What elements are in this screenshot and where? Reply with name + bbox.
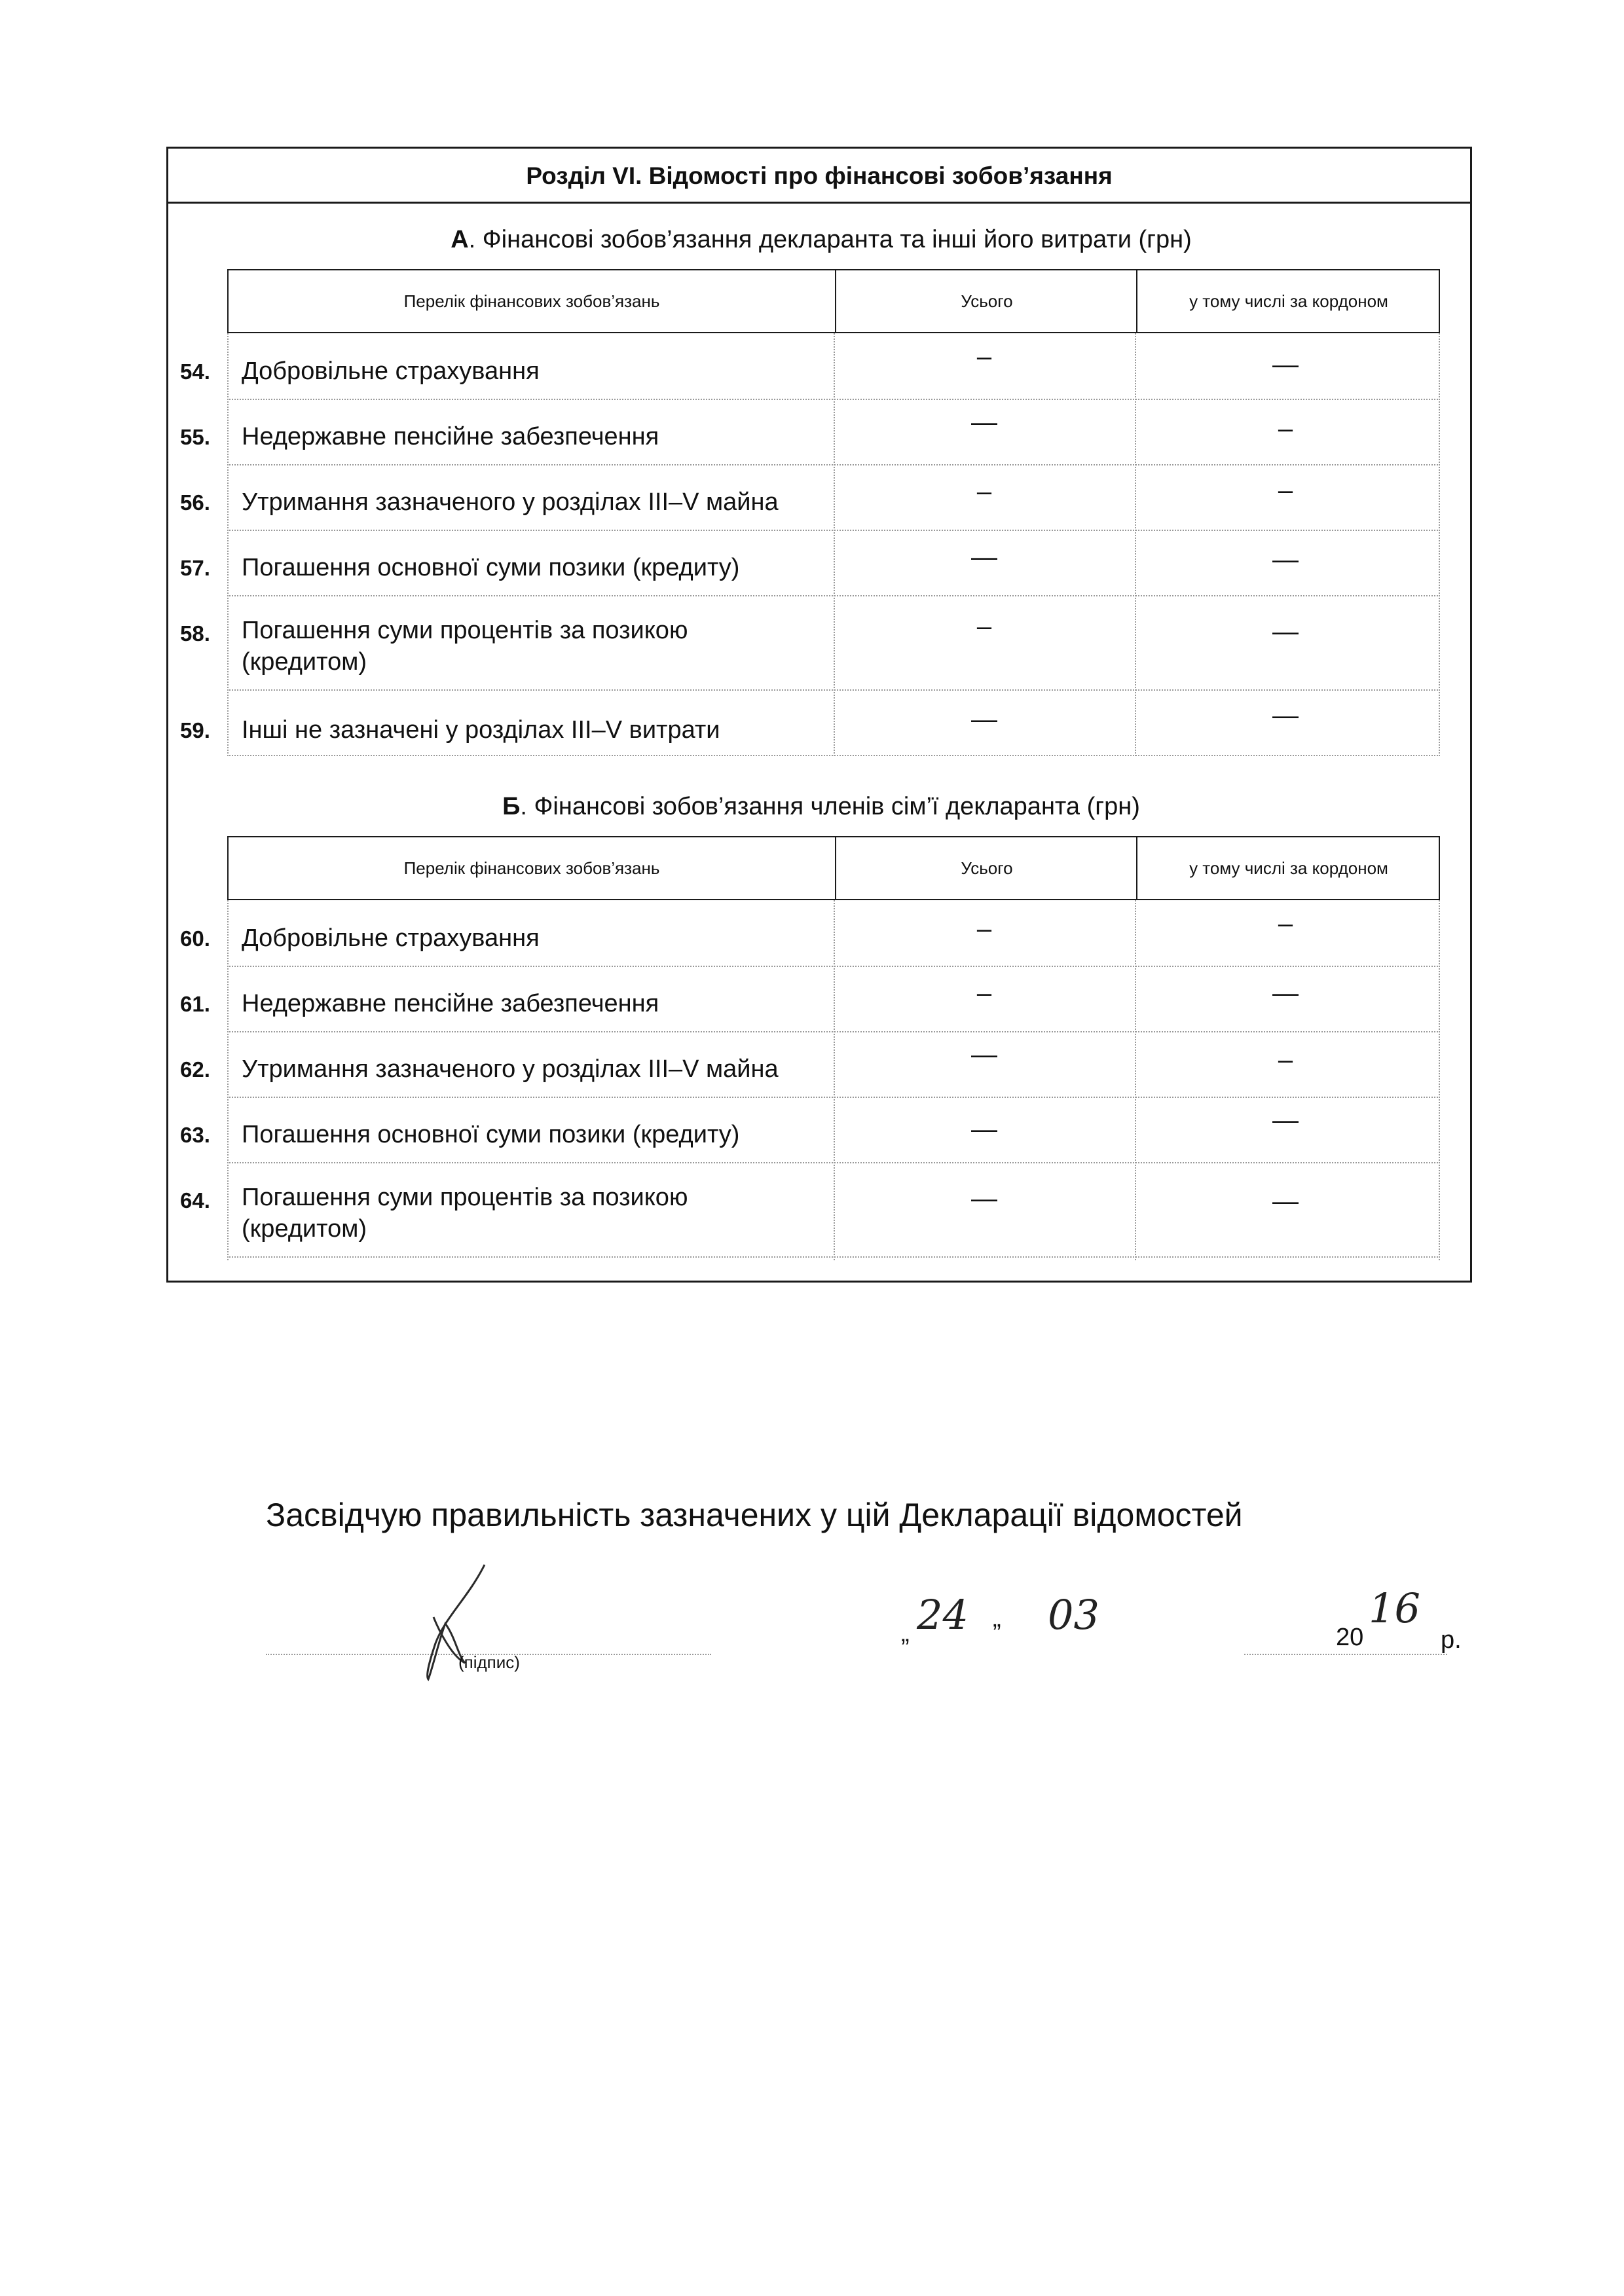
row-abroad: — [1272, 979, 1299, 1008]
table-row [180, 333, 1440, 400]
table-row [180, 1162, 1440, 1258]
row-abroad: – [1278, 476, 1293, 505]
row-label: Погашення суми процентів за позикою (кредитом) [242, 617, 688, 676]
header-abroad: у тому числі за кордоном [1136, 270, 1440, 332]
date-quote-close: ” [993, 1620, 1001, 1647]
row-label: Погашення суми процентів за позикою (кредитом) [242, 1184, 688, 1243]
part-b-table [180, 836, 1440, 1260]
part-b-table-header [227, 836, 1440, 900]
header-total: Усього [835, 270, 1137, 332]
row-abroad: — [1272, 1106, 1299, 1135]
row-label: Погашення основної суми позики (кредиту) [242, 1121, 740, 1148]
table-row [180, 1031, 1440, 1098]
row-number: 56. [180, 490, 210, 515]
row-abroad: – [1278, 414, 1293, 443]
row-abroad: — [1272, 1187, 1299, 1216]
row-abroad: – [1278, 1046, 1293, 1074]
row-number: 63. [180, 1123, 210, 1147]
row-number: 58. [180, 621, 210, 646]
date-month: 03 [1048, 1591, 1099, 1639]
part-a-title: . Фінансові зобов’язання декларанта та інші його витрати (грн) [468, 226, 1192, 253]
row-total: — [971, 1184, 997, 1213]
row-number: 62. [180, 1057, 210, 1082]
header-list: Перелік фінансових зобов’язань [403, 858, 660, 878]
row-total: — [971, 408, 997, 437]
row-label: Недержавне пенсійне забезпечення [242, 423, 659, 450]
date-day: 24 [917, 1591, 969, 1639]
row-label: Недержавне пенсійне забезпечення [242, 990, 659, 1017]
row-number: 55. [180, 425, 210, 449]
table-row [180, 689, 1440, 756]
year-line [1244, 1654, 1447, 1655]
part-b-title: . Фінансові зобов’язання членів сім’ї декларанта (грн) [520, 793, 1140, 820]
signature-caption: (підпис) [458, 1652, 520, 1672]
row-total: – [976, 979, 992, 1008]
row-total: – [976, 915, 992, 943]
row-number: 54. [180, 359, 210, 384]
header-list: Перелік фінансових зобов’язань [403, 291, 660, 311]
row-number: 61. [180, 992, 210, 1016]
row-total: — [971, 1040, 997, 1069]
part-b-letter: Б [502, 793, 521, 820]
table-row [180, 966, 1440, 1032]
row-number: 64. [180, 1188, 210, 1212]
row-number: 57. [180, 556, 210, 580]
year-prefix: 20 [1336, 1624, 1364, 1651]
row-abroad: — [1272, 701, 1299, 730]
table-row [180, 1097, 1440, 1163]
row-total: — [971, 1115, 997, 1144]
part-b-heading [168, 793, 1474, 821]
table-row [180, 464, 1440, 531]
table-row [180, 595, 1440, 691]
part-a-letter: А [451, 226, 469, 253]
row-abroad: — [1272, 350, 1299, 379]
row-number: 59. [180, 718, 210, 742]
row-label: Інші не зазначені у розділах III–V витрати [242, 716, 720, 744]
row-label: Добровільне страхування [242, 924, 540, 952]
row-abroad: – [1278, 909, 1293, 938]
row-total: – [976, 477, 992, 506]
row-label: Утримання зазначеного у розділах III–V майна [242, 1055, 779, 1083]
header-abroad: у тому числі за кордоном [1136, 837, 1440, 899]
year-suffix: 16 [1369, 1584, 1420, 1632]
year-unit: р. [1441, 1626, 1462, 1654]
date-quote-open: „ [901, 1620, 910, 1647]
row-number: 60. [180, 926, 210, 951]
section-vi-frame [166, 147, 1472, 1283]
part-a-table-header [227, 269, 1440, 333]
header-total: Усього [835, 837, 1137, 899]
row-total: – [976, 342, 992, 371]
row-total: — [971, 705, 997, 734]
row-label: Погашення основної суми позики (кредиту) [242, 554, 740, 581]
row-total: — [971, 543, 997, 572]
row-label: Утримання зазначеного у розділах III–V майна [242, 488, 779, 516]
table-row [180, 530, 1440, 596]
table-row [180, 399, 1440, 465]
section-title: Розділ VI. Відомості про фінансові зобов’язання [168, 149, 1470, 204]
certification-statement: Засвідчую правильність зазначених у цій Декларації відомостей [266, 1497, 1243, 1533]
row-label: Добровільне страхування [242, 357, 540, 385]
row-total: – [976, 612, 992, 641]
row-abroad: — [1272, 617, 1299, 646]
part-a-table [180, 269, 1440, 756]
row-abroad: — [1272, 545, 1299, 574]
part-a-heading [168, 226, 1474, 254]
table-row [180, 900, 1440, 967]
